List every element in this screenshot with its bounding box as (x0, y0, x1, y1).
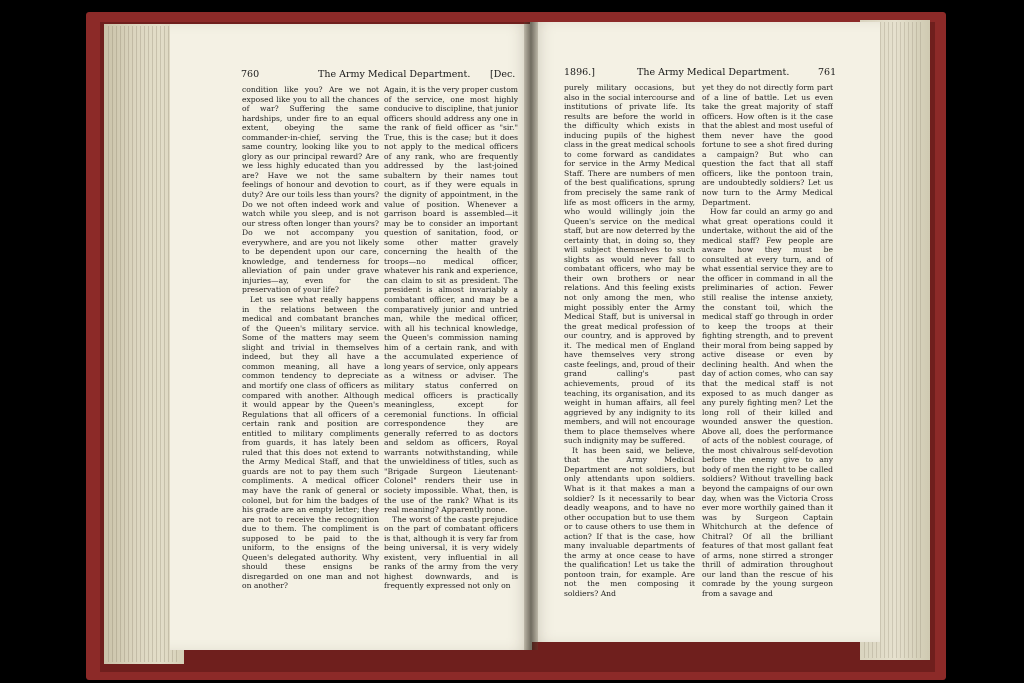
left-column-2 (384, 85, 518, 621)
left-page-number: 760 (241, 69, 260, 80)
right-column-2 (702, 83, 833, 619)
paragraph: yet they do not directly form part of a line of battle. Let us even take the great majority of staff officers. How often is it the case that the ablest and most useful of them never have the good fortune to see a shot fired during a campaign? But who can question the fact that all staff officers, like the pontoon train, are undoubtedly soldiers? Let us now turn to the Army Medical Department. (702, 83, 833, 207)
paragraph: condition like you? Are we not exposed like you to all the chances of war? Suffering the same hardships, under fire to an equal extent, obeying the same commander-in-chief, serving the same country, looking like you to glory as our principal reward? Are we less highly educated than you are? Have we not the same feelings of honour and devotion to duty? Are our toils less than yours? Do we not often indeed work and watch while you sleep, and is not our stress often longer than yours? Do we not accompany you everywhere, and are you not likely to be dependent upon our care, knowledge, and tenderness for alleviation of pain under grave injuries—ay, even for the preservation of your life? (242, 85, 379, 295)
paragraph: Again, it is the very proper custom of the service, one most highly conducive to discipline, that junior officers should address any one in the rank of field officer as "sir." True, this is the case; but it does not apply to the medical officers of any rank, who are frequently addressed by the last-joined subaltern by their names tout court, as if they were equals in the dignity of appointment, in the value of position. Whenever a garrison board is assembled—it may be to consider an important question of sanitation, food, or some other matter gravely concerning the health of the troops—no medical officer, whatever his rank and experience, can claim to sit as president. The president is almost invariably a combatant officer, and may be a comparatively junior and untried man, while the medical officer, with all his technical knowledge, the Queen's commission naming him of a certain rank, and with the accumulated experience of long years of service, only appears as a witness or adviser. The military status conferred on medical officers is practically meaningless, except for ceremonial functions. In official correspondence they are generally referred to as doctors and seldom as officers, Royal warrants notwithstanding, while the unwieldiness of titles, such as "Brigade Surgeon Lieutenant-Colonel" renders their use in society impossible. What, then, is the use of the rank? What is its real meaning? Apparently none. (384, 85, 518, 515)
right-running-title: The Army Medical Department. (637, 67, 790, 78)
paragraph: purely military occasions, but also in the social intercourse and institutions of private life. Its results are before the world in the difficulty which exists in inducing pupils of the highest class in the great medical schools to come forward as candidates for service in the Army Medical Staff. There are numbers of men of the best qualifications, sprung from precisely the same rank of life as most officers in the army, who would willingly join the Queen's service on the medical staff, but are now deterred by the certainty that, in doing so, they will subject themselves to such slights as would never fall to combatant officers, who may be their own brothers or near relations. And this feeling exists not only among the men, who might possibly enter the Army Medical Staff, but is universal in the great medical profession of our country, and is approved by it. The medical men of England have themselves very strong caste feelings, and, proud of their grand calling's past achievements, proud of its teaching, its organisation, and its weight in human affairs, all feel aggrieved by any indignity to its members, and will not encourage them to place themselves where such indignity may be suffered. (564, 83, 695, 446)
left-running-date: [Dec. (490, 69, 516, 80)
left-page-edges (108, 26, 178, 662)
left-column-1 (242, 85, 379, 621)
right-column-1 (564, 83, 695, 619)
left-running-title: The Army Medical Department. (318, 69, 471, 80)
paragraph: The worst of the caste prejudice on the part of combatant officers is that, although it is very far from being universal, it is very widely existent, very influential in all ranks of the army from the very highest downwards, and is frequently expressed not only on (384, 514, 518, 591)
paragraph: How far could an army go and what great operations could it undertake, without the aid of the medical staff? Few people are aware how they must be consulted at every turn, and of what essential service they are to the officer in command in all the preliminaries of action. Fewer still realise the intense anxiety, the constant toil, which the medical staff go through in order to keep the troops at their fighting strength, and to prevent their moral from being sapped by active disease or even by declining health. And when the day of action comes, who can say that the medical staff is not exposed to as much danger as any purely fighting men? Let the long roll of their killed and wounded answer the question. Above all, does the performance of acts of the noblest courage, of the most chivalrous self-devotion before the enemy give to any body of men the right to be called soldiers? Without travelling back beyond the campaigns of our own day, when was the Victoria Cross ever more worthily gained than it was by Surgeon Captain Whitchurch at the defence of Chitral? Of all the brilliant features of that most gallant feat of arms, none stirred a stronger thrill of admiration throughout our land than the rescue of his comrade by the young surgeon from a savage and (702, 207, 833, 598)
right-page (530, 22, 880, 642)
paragraph: Let us see what really happens in the relations between the medical and combatant branches of the Queen's military service. Some of the matters may seem slight and trivial in themselves indeed, but they all have a common meaning, all have a common tendency to depreciate and mortify one class of officers as compared with another. Although it would appear by the Queen's Regulations that all officers of a certain rank and position are entitled to military compliments from guards, it has lately been ruled that this does not extend to the Army Medical Staff, and that guards are not to pay them such compliments. A medical officer may have the rank of general or colonel, but for him the badges of his grade are an empty letter; they are not to receive the recognition due to them. The compliment is supposed to be paid to the uniform, to the ensigns of the Queen's delegated authority. Why should these ensigns be disregarded on one man and not on another? (242, 295, 379, 591)
right-page-number: 761 (818, 67, 837, 78)
book-gutter (524, 22, 538, 650)
paragraph: It has been said, we believe, that the Army Medical Department are not soldiers, but only attendants upon soldiers. What is it that makes a man a soldier? Is it necessarily to bear deadly weapons, and to have no other occupation but to use them or to cause others to use them in action? If that is the case, how many invaluable departments of the army at once cease to have the qualification! Let us take the pontoon train, for example. Are not the men composing it soldiers? And (564, 445, 695, 598)
left-page (170, 24, 532, 650)
right-running-date: 1896.] (564, 67, 595, 78)
